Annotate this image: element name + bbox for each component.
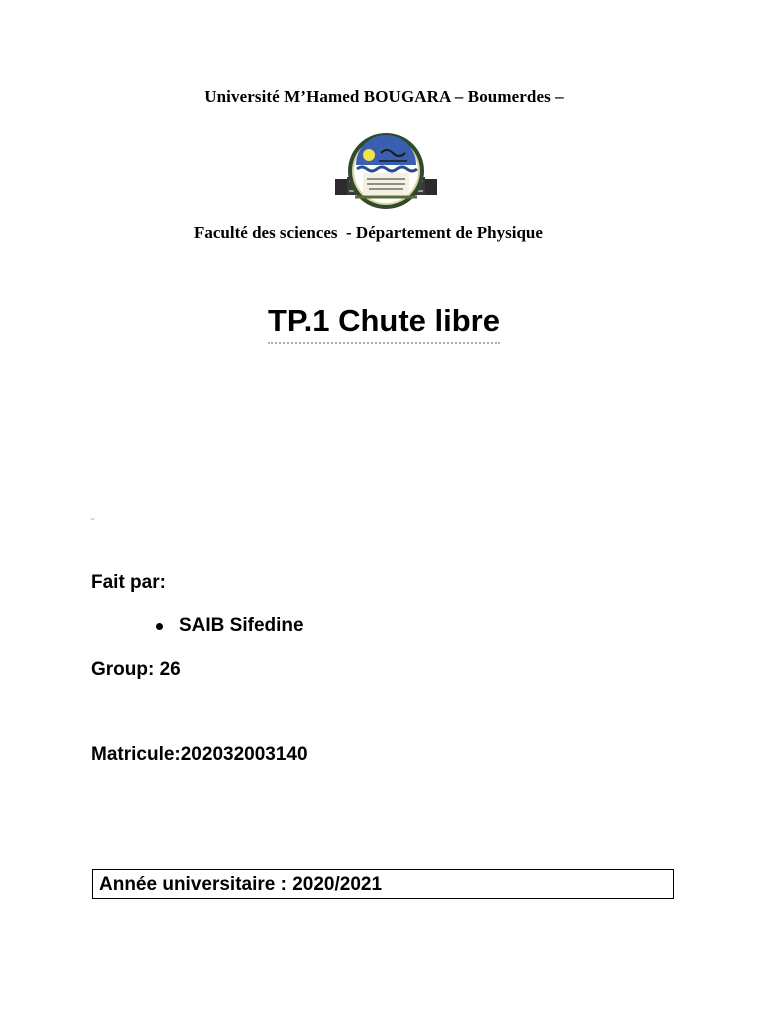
academic-year-text: Année universitaire : 2020/2021 bbox=[99, 874, 383, 895]
student-list-item bbox=[156, 615, 304, 637]
faculty-department: Faculté des sciences - Département de Physique bbox=[194, 223, 543, 242]
university-name: Université M’Hamed BOUGARA – Boumerdes – bbox=[204, 87, 564, 106]
group-label: Group: 26 bbox=[91, 659, 181, 680]
document-title-text: TP.1 Chute libre bbox=[268, 303, 500, 344]
document-title bbox=[0, 303, 768, 339]
university-seal-icon bbox=[333, 131, 439, 215]
fait-par-label: Fait par: bbox=[91, 572, 166, 593]
stray-mark: ~ bbox=[90, 516, 96, 523]
student-name: SAIB Sifedine bbox=[179, 615, 304, 636]
academic-year-box bbox=[92, 869, 674, 899]
matricule-label: Matricule:202032003140 bbox=[91, 744, 308, 765]
bullet-icon bbox=[156, 623, 163, 630]
